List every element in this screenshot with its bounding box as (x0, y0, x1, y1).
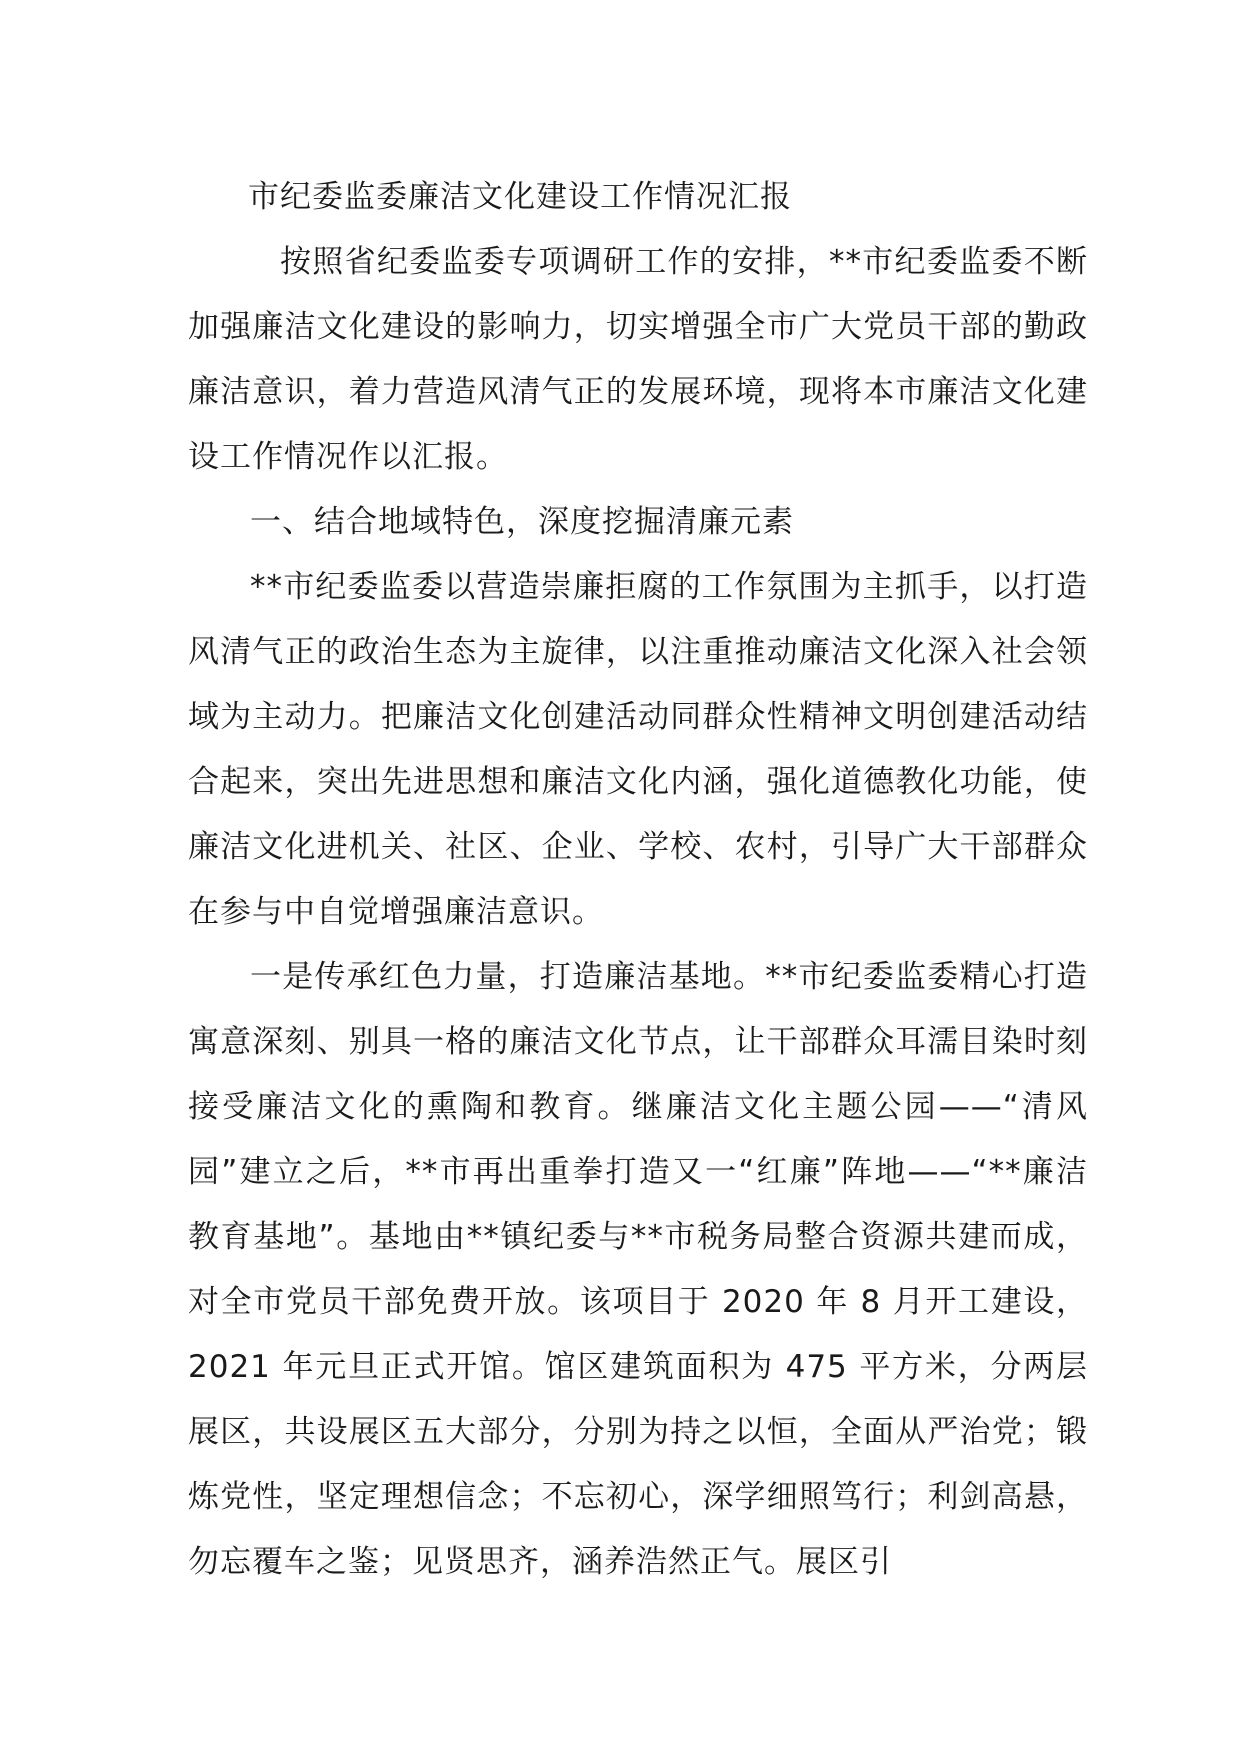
document-body (188, 165, 1088, 1595)
section-paragraph: **市纪委监委以营造崇廉拒腐的工作氛围为主抓手，以打造风清气正的政治生态为主旋律，以注重推动廉洁文化深入社会领域为主动力。把廉洁文化创建活动同群众性精神文明创建活动结合起来，突出先进思想和廉洁文化内涵，强化道德教化功能，使廉洁文化进机关、社区、企业、学校、农村，引导广大干部群众在参与中自觉增强廉洁意识。 (188, 569, 1088, 930)
intro-paragraph: 按照省纪委监委专项调研工作的安排，**市纪委监委不断加强廉洁文化建设的影响力，切实增强全市广大党员干部的勤政廉洁意识，着力营造风清气正的发展环境，现将本市廉洁文化建设工作情况作以汇报。 (188, 244, 1088, 475)
detail-paragraph: 一是传承红色力量，打造廉洁基地。**市纪委监委精心打造寓意深刻、别具一格的廉洁文化节点，让干部群众耳濡目染时刻接受廉洁文化的熏陶和教育。继廉洁文化主题公园——“清风园”建立之后，**市再出重拳打造又一“红廉”阵地——“**廉洁教育基地”。基地由**镇纪委与**市税务局整合资源共建而成，对全市党员干部免费开放。该项目于 2020 年 8 月开工建设，2021 年元旦正式开馆。馆区建筑面积为 475 平方米，分两层展区，共设展区五大部分，分别为持之以恒，全面从严治党；锻炼党性，坚定理想信念；不忘初心，深学细照笃行；利剑高悬，勿忘覆车之鉴；见贤思齐，涵养浩然正气。展区引 (188, 959, 1088, 1580)
document-title: 市纪委监委廉洁文化建设工作情况汇报 (248, 179, 792, 215)
section-heading: 一、结合地域特色，深度挖掘清廉元素 (250, 504, 794, 540)
